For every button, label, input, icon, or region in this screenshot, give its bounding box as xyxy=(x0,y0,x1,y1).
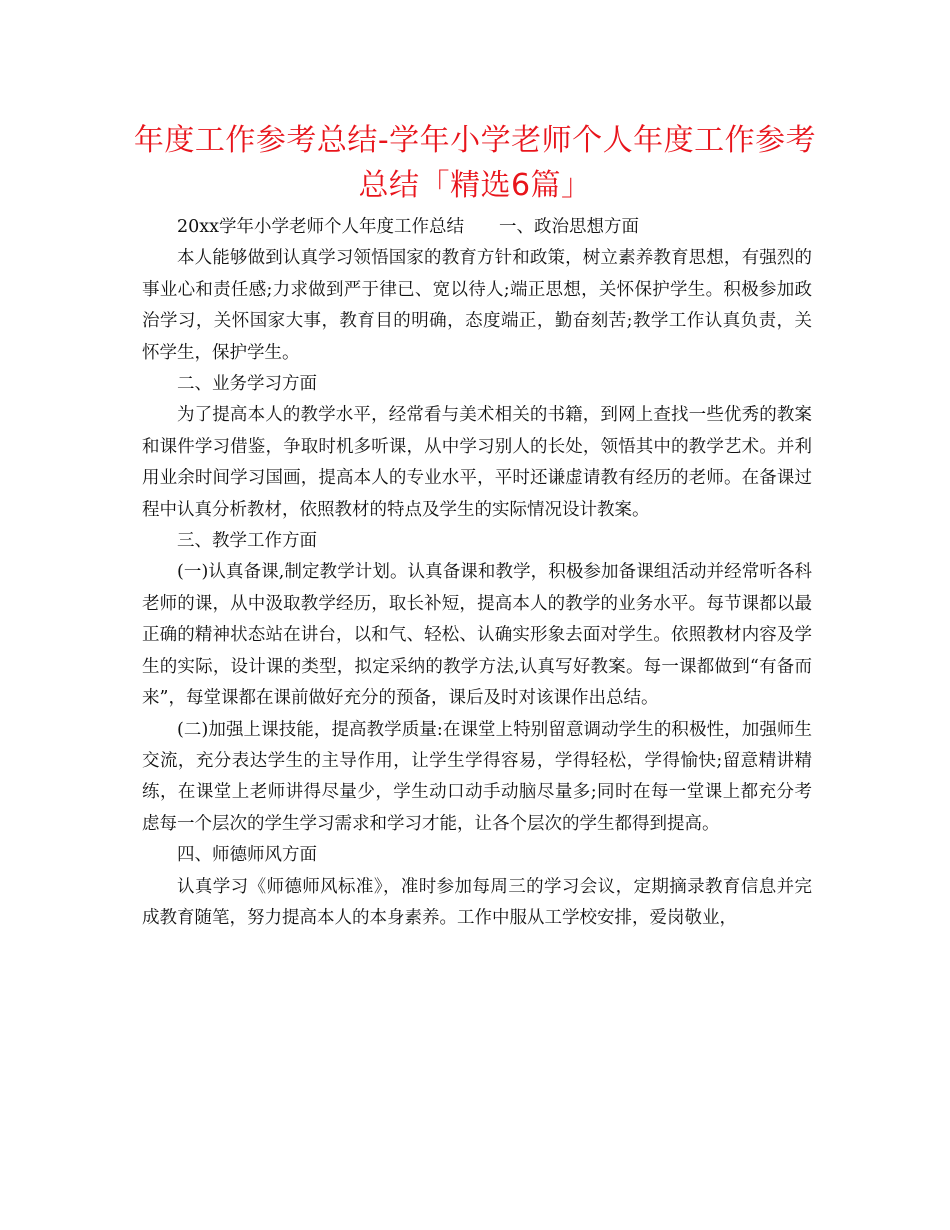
paragraph-intro-heading: 20xx学年小学老师个人年度工作总结 一、政治思想方面 xyxy=(177,217,640,237)
section-heading-ethics: 四、师德师风方面 xyxy=(177,845,317,866)
document-body xyxy=(142,212,812,934)
paragraph-teaching-prep: (一)认真备课,制定教学计划。认真备课和教学，积极参加备课组活动并经常听各科老师的课，从中汲取教学经历，取长补短，提高本人的教学的业务水平。每节课都以最正确的精神状态站在讲台，以和气、轻松、认确实形象去面对学生。依照教材内容及学生的实际，设计课的类型，拟定采纳的教学方法,认真写好教案。每一课都做到“有备而来”，每堂课都在课前做好充分的预备，课后及时对该课作出总结。 xyxy=(142,562,812,709)
paragraph-political: 本人能够做到认真学习领悟国家的教育方针和政策，树立素养教育思想，有强烈的事业心和责任感;力求做到严于律已、宽以待人;端正思想，关怀保护学生。积极参加政治学习，关怀国家大事，教育目的明确，态度端正，勤奋刻苦;教学工作认真负责，关怀学生，保护学生。 xyxy=(142,248,812,363)
paragraph-teaching-skills: (二)加强上课技能，提高教学质量:在课堂上特别留意调动学生的积极性，加强师生交流，充分表达学生的主导作用，让学生学得容易，学得轻松，学得愉快;留意精讲精练，在课堂上老师讲得尽量少，学生动口动手动脑尽量多;同时在每一堂课上都充分考虑每一个层次的学生学习需求和学习才能，让各个层次的学生都得到提高。 xyxy=(142,719,812,834)
paragraph-business-study: 为了提高本人的教学水平，经常看与美术相关的书籍，到网上查找一些优秀的教案和课件学习借鉴，争取时机多听课，从中学习别人的长处，领悟其中的教学艺术。并利用业余时间学习国画，提高本人的专业水平，平时还谦虚请教有经历的老师。在备课过程中认真分析教材，依照教材的特点及学生的实际情况设计教案。 xyxy=(142,405,812,520)
paragraph-ethics: 认真学习《师德师风标准》，准时参加每周三的学习会议，定期摘录教育信息并完成教育随笔，努力提高本人的本身素养。工作中服从工学校安排，爱岗敬业， xyxy=(142,876,812,928)
section-heading-teaching-work: 三、教学工作方面 xyxy=(177,531,317,552)
section-heading-business-study: 二、业务学习方面 xyxy=(177,374,317,395)
document-title: 年度工作参考总结-学年小学老师个人年度工作参考总结「精选6篇」 xyxy=(133,123,817,203)
